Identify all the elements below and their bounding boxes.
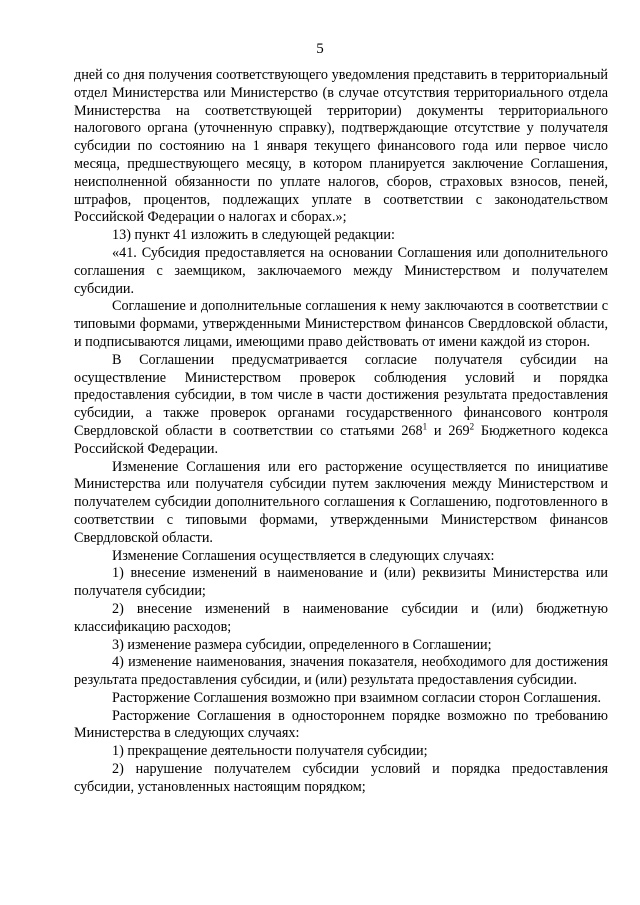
paragraph-15: 2) нарушение получателем субсидии условий и порядка предоставления субсидии, установленных настоящим порядком;: [74, 761, 608, 795]
paragraph-2: 13) пункт 41 изложить в следующей редакции:: [112, 227, 395, 244]
paragraph-14: 1) прекращение деятельности получателя субсидии;: [112, 743, 428, 760]
paragraph-8: 1) внесение изменений в наименование и (или) реквизиты Министерства или получателя субсидии;: [74, 565, 608, 600]
paragraph-6: Изменение Соглашения или его расторжение осуществляется по инициативе Министерства или получателя субсидии путем заключения между Министерством и получателем субсидии дополнительного соглашения к Соглашению, подготовленного в соответствии с типовыми формами, утвержденными Министерством финансов Свердловской области.: [74, 458, 608, 546]
superscript-2: 2: [469, 421, 475, 432]
paragraph-5-text-before: В Соглашении предусматривается согласие получателя субсидии на осуществление Министерством проверок соблюдения условий и порядка предоставления субсидии, в том числе в части достижения результата предоставления субсидии, а также проверок органами государственного финансового контроля Свердловской области в соответствии со статьями 268: [74, 351, 608, 439]
paragraph-5-text-after: Бюджетного кодекса Российской Федерации.: [74, 422, 609, 457]
paragraph-13: Расторжение Соглашения в одностороннем порядке возможно по требованию Министерства в следующих случаях:: [74, 707, 608, 742]
page-number: 5: [316, 41, 324, 57]
paragraph-10: 3) изменение размера субсидии, определенного в Соглашении;: [112, 636, 492, 653]
paragraph-9: 2) внесение изменений в наименование субсидии и (или) бюджетную классификацию расходов;: [74, 600, 608, 635]
paragraph-3: «41. Субсидия предоставляется на основании Соглашения или дополнительного соглашения с заемщиком, заключаемого между Министерством и получателем субсидии.: [74, 244, 608, 297]
superscript-1: 1: [422, 421, 428, 432]
paragraph-12: Расторжение Соглашения возможно при взаимном согласии сторон Соглашения.: [112, 689, 602, 706]
paragraph-1: дней со дня получения соответствующего уведомления представить в территориальный отдел Министерства или Министерство (в случае отсутствия территориального отдела Министерства на соответствующей территории) документы территориального налогового органа (уточненную справку), подтверждающие отсутствие у получателя субсидии по состоянию на 1 января текущего финансового года или первое число месяца, предшествующего месяцу, в котором планируется заключение Соглашения, неисполненной обязанности по уплате налогов, сборов, страховых взносов, пеней, штрафов, процентов, подлежащих уплате в соответствии с законодательством Российской Федерации о налогах и сборах.»;: [74, 67, 608, 226]
paragraph-4: Соглашение и дополнительные соглашения к нему заключаются в соответствии с типовыми формами, утвержденными Министерством финансов Свердловской области, и подписываются лицами, имеющими право действовать от имени каждой из сторон.: [74, 298, 608, 350]
document-body: [74, 67, 608, 797]
paragraph-5-text-middle: и 269: [427, 422, 470, 439]
paragraph-5: [74, 352, 608, 459]
paragraph-7: Изменение Соглашения осуществляется в следующих случаях:: [112, 547, 495, 564]
paragraph-11: 4) изменение наименования, значения показателя, необходимого для достижения результата предоставления субсидии, и (или) результата предоставления субсидии.: [74, 654, 608, 689]
